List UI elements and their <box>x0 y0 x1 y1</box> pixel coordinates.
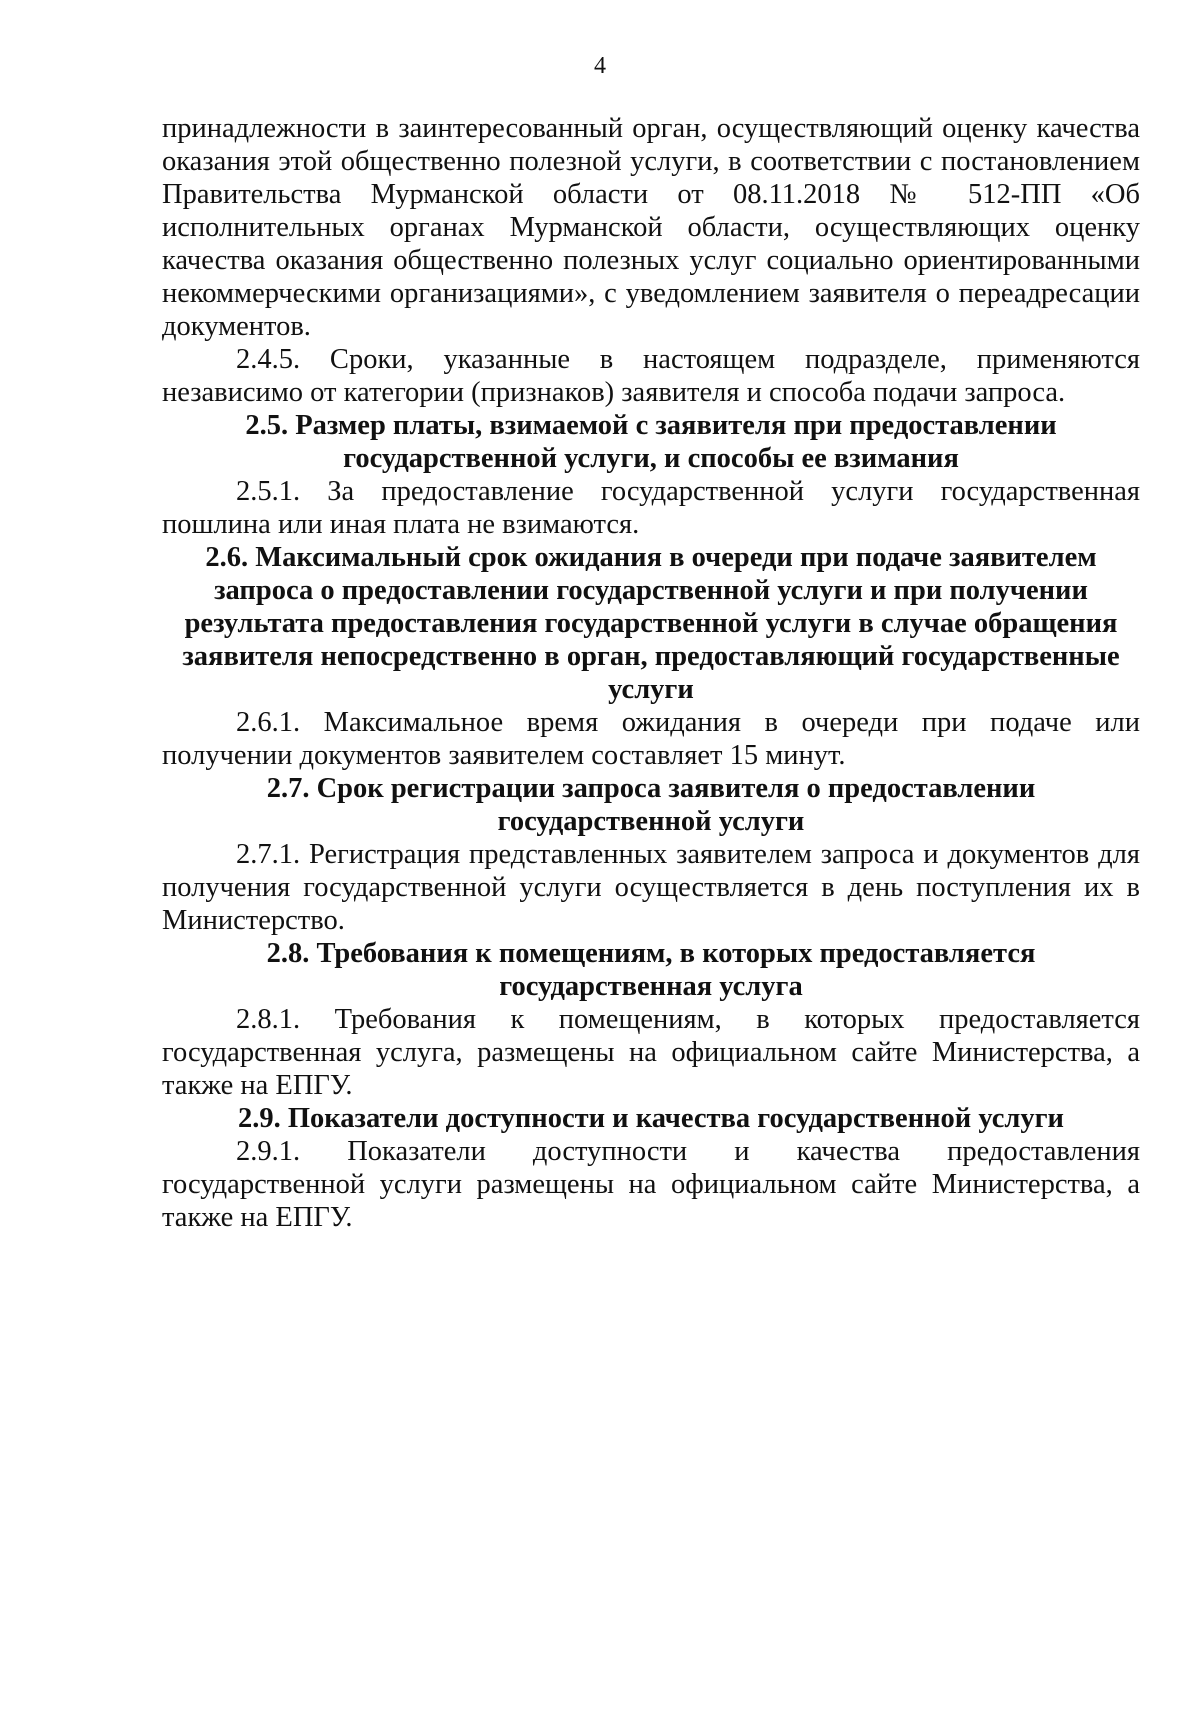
paragraph-2-9-1: 2.9.1. Показатели доступности и качества предоставления государственной услуги размещены на официальном сайте Министерства, а также на ЕПГУ. <box>162 1136 1140 1233</box>
paragraph-2-5-1: 2.5.1. За предоставление государственной услуги государственная пошлина или иная плата не взимаются. <box>162 476 1140 540</box>
paragraph-2-8-1: 2.8.1. Требования к помещениям, в которых предоставляется государственная услуга, размещены на официальном сайте Министерства, а также на ЕПГУ. <box>162 1004 1140 1101</box>
document-body <box>162 112 1140 1234</box>
section-heading-2-6: 2.6. Максимальный срок ожидания в очереди при подаче заявителем запроса о предоставлении государственной услуги и при получении результата предоставления государственной услуги в случае обращения заявителя непосредственно в орган, предоставляющий государственные услуги <box>182 542 1120 705</box>
paragraph-2-4-5: 2.4.5. Сроки, указанные в настоящем подразделе, применяются независимо от категории (признаков) заявителя и способа подачи запроса. <box>162 344 1140 408</box>
section-heading-2-8: 2.8. Требования к помещениям, в которых предоставляется государственная услуга <box>266 938 1036 1002</box>
section-heading-2-7: 2.7. Срок регистрации запроса заявителя о предоставлении государственной услуги <box>266 773 1036 837</box>
paragraph-2-6-1: 2.6.1. Максимальное время ожидания в очереди при подаче или получении документов заявителем составляет 15 минут. <box>162 707 1140 771</box>
section-heading-2-9: 2.9. Показатели доступности и качества государственной услуги <box>238 1103 1064 1134</box>
page-number: 4 <box>594 53 606 79</box>
paragraph-2-7-1: 2.7.1. Регистрация представленных заявителем запроса и документов для получения государственной услуги осуществляется в день поступления их в Министерство. <box>162 839 1140 936</box>
section-heading-2-5: 2.5. Размер платы, взимаемой с заявителя при предоставлении государственной услуги, и способы ее взимания <box>245 410 1057 474</box>
paragraph-continuation: принадлежности в заинтересованный орган, осуществляющий оценку качества оказания этой общественно полезной услуги, в соответствии с постановлением Правительства Мурманской области от 08.11.2018 № 512-ПП «Об исполнительных органах Мурманской области, осуществляющих оценку качества оказания общественно полезных услуг социально ориентированными некоммерческими организациями», с уведомлением заявителя о переадресации документов. <box>162 113 1140 342</box>
